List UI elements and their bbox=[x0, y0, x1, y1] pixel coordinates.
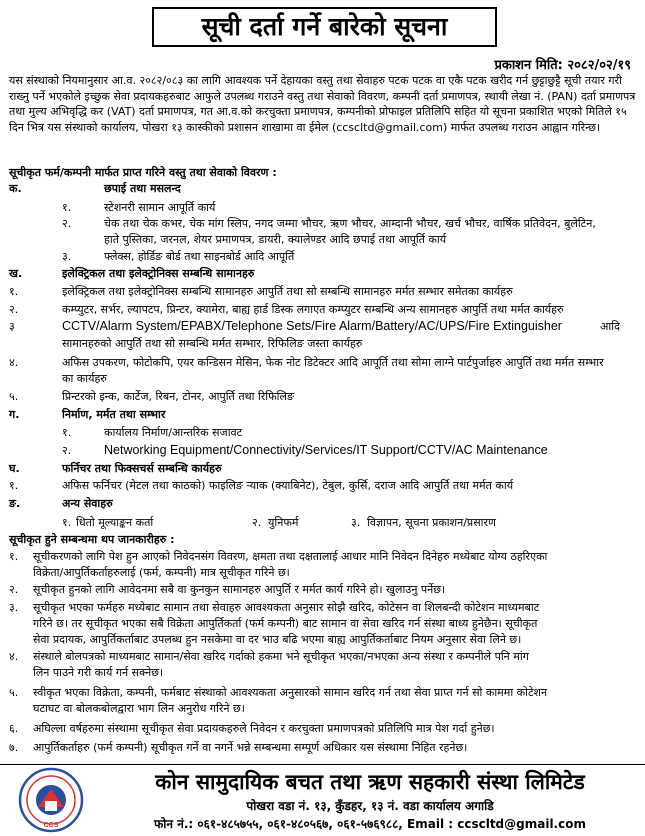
item-text: चेक तथा चेक कभर, चेक मांग स्लिप, नगद जम्मा भौचर, ऋण भौचर, आम्दानी भौचर, खर्च भौचर, वार्षिक प्रतिवेदन, बुलेटिन, bbox=[104, 217, 596, 230]
note-text-continued: विक्रेता/आपुर्तिकर्ताहरुलाई (फर्म, कम्पनी) मात्र सूचीकृत गरिने छ। bbox=[33, 566, 290, 579]
item-number: १. bbox=[62, 201, 72, 214]
note-text: सूचीकरणको लागि पेश हुन आएको निवेदनसंग विवरण, क्षमता तथा दक्षतालाई आधार मानि निवेदन दिनेहरु मध्येबाट योग्य ठहरिएका bbox=[33, 550, 548, 563]
item-text: कम्प्युटर, सर्भर, ल्यापटप, प्रिन्टर, क्यामेरा, बाह्य हार्ड डिस्क लगाएत कम्प्युटर सम्बन्धि अन्य सामानहरु आपुर्ति तथा मर्मत कार्यहरु bbox=[62, 303, 564, 316]
item-number: २. bbox=[252, 516, 262, 529]
note-number: ७. bbox=[9, 741, 19, 754]
group-label: ग. bbox=[9, 408, 20, 421]
organization-contact: फोन नं.: ०६१-४८५७५५, ०६१-४८०५६७, ०६१-५७६९८८, Email : ccscltd@gmail.com bbox=[154, 817, 586, 831]
note-number: १. bbox=[9, 550, 19, 563]
item-text-continued: सामानहरुको आपुर्ति तथा सो सम्बन्धि मर्मत सम्भार, रिफिलिङ जस्ता कार्यहरु bbox=[62, 337, 363, 350]
intro-paragraph: यस संस्थाको नियमानुसार आ.व. २०८२/०८३ का लागि आवश्यक पर्ने देहायका वस्तु तथा सेवाहरु पटक पटक वा एकै पटक खरीद गर्न छुट्टाछुट्टै सूची तयार गरी राख्नु पर्ने भएकोले इच्छुक सेवा प्रदायकहरुबाट आफुले उपलब्ध गराउने वस्तु तथा सेवाको विवरण, कम्पनी दर्ता प्रमाणपत्र, स्थायी लेखा नं. (PAN) दर्ता प्रमाणपत्र तथा मुल्य अभिवृद्धि कर (VAT) दर्ता प्रमाणपत्र, गत आ.व.को करचुक्ता प्रमाणपत्र, कम्पनीको प्रोफाइल प्रतिलिपि सहित यो सूचना प्रकाशित भएको मितिले १५ दिन भित्र यस संस्थाको कार्यालय, पोखरा १३ कास्कीको प्रशासन शाखामा वा ईमेल (ccscltd@gmail.com) मार्फत उपलब्ध गराउन आह्वान गरिन्छ। bbox=[9, 74, 636, 134]
note-text-continued: सेवा प्रदायक, आपुर्तिकर्ताबाट उपलब्ध हुन नसकेमा वा दर भाउ बढि भएमा बाह्य आपुर्तिकर्ताबाट नियम अनुसार सेवा लिने छ। bbox=[33, 633, 522, 646]
item-number: १. bbox=[9, 285, 19, 298]
organization-name: कोन सामुदायिक बचत तथा ऋण सहकारी संस्था लिमिटेड bbox=[155, 770, 585, 794]
item-text: अफिस उपकरण, फोटोकपि, एयर कन्डिसन मेसिन, फेक नोट डिटेक्टर आदि आपूर्ति तथा सोमा लाग्ने पार्टपुर्जाहरु आपुर्ति तथा मर्मत सम्भार bbox=[62, 356, 604, 369]
item-number: ३. bbox=[351, 516, 361, 529]
note-number: २. bbox=[9, 583, 19, 596]
organization-logo bbox=[18, 767, 84, 833]
group-label: घ. bbox=[9, 462, 20, 475]
item-text-continued: हाते पुस्तिका, जरनल, शेयर प्रमाणपत्र, डायरी, क्यालेण्डर आदि छपाई तथा आपूर्ति कार्य bbox=[104, 233, 447, 246]
group-label: ङ. bbox=[9, 497, 21, 510]
item-number: ३ bbox=[9, 320, 15, 333]
publish-date: प्रकाशन मिति: २०८२/०२/१९ bbox=[494, 58, 631, 73]
note-text: स्वीकृत भएका विक्रेता, कम्पनी, फर्मबाट संस्थाको आवश्यकता अनुसारको सामान खरिद गर्न तथा सेवा प्राप्त गर्न सो काममा कोटेशन bbox=[33, 686, 548, 699]
item-text: युनिफर्म bbox=[268, 516, 299, 529]
group-heading: छपाई तथा मसलन्द bbox=[104, 182, 181, 195]
item-text: प्रिन्टरको इन्क, कार्टेज, रिबन, टोनर, आपुर्ति तथा रिफिलिङ bbox=[62, 390, 294, 403]
item-text: CCTV/Alarm System/EPABX/Telephone Sets/Fire Alarm/Battery/AC/UPS/Fire Extinguisher bbox=[62, 319, 562, 333]
footer-divider bbox=[0, 764, 645, 765]
logo-text: CCS bbox=[43, 822, 59, 829]
item-text: अफिस फर्निचर (मेटल तथा काठको) फाइलिङ र्‍याक (क्याबिनेट), टेबुल, कुर्सि, दराज आदि आपुर्ति तथा मर्मत कार्य bbox=[62, 479, 514, 492]
item-text-continued: का कार्यहरु bbox=[62, 372, 107, 385]
item-number: २. bbox=[9, 303, 19, 316]
group-heading: अन्य सेवाहरु bbox=[62, 497, 113, 510]
item-text: इलेक्ट्रिकल तथा इलेक्ट्रोनिक्स सम्बन्धि सामानहरु आपुर्ति तथा सो सम्बन्धि सामानहरु मर्मत सम्भार समेतका कार्यहरु bbox=[62, 285, 513, 298]
item-text-suffix: आदि bbox=[600, 320, 620, 333]
item-text: कार्यालय निर्माण/आन्तरिक सजावट bbox=[104, 426, 243, 439]
item-number: ५. bbox=[9, 390, 19, 403]
item-number: ३. bbox=[62, 250, 72, 263]
title-box bbox=[152, 7, 497, 47]
item-number: २. bbox=[62, 217, 72, 230]
note-text: सूचीकृत हुनको लागि आवेदनमा सबै वा कुनकुन सामानहरु आपुर्ति र मर्मत कार्य गरिने हो। खुलाउनु पर्नेछ। bbox=[33, 583, 446, 596]
note-text: सूचीकृत भएका फर्महरु मध्येबाट सामान तथा सेवाहरु आवश्यकता अनुसार सोझै खरिद, कोटेसन वा शिलबन्दी कोटेशन माध्यमबाट bbox=[33, 601, 540, 614]
note-number: ४. bbox=[9, 650, 19, 663]
note-number: ३. bbox=[9, 601, 19, 614]
group-label: क. bbox=[9, 182, 22, 195]
note-number: ६. bbox=[9, 722, 19, 735]
note-text: संस्थाले बोलपत्रको माध्यमबाट सामान/सेवा खरिद गर्दाको हकमा भने सूचीकृत भएका/नभएका अन्य संस्था र कम्पनीले पनि मांग bbox=[33, 650, 529, 663]
item-text: धितो मूल्याङ्कन कर्ता bbox=[76, 516, 154, 529]
item-number: १. bbox=[62, 516, 72, 529]
note-text-continued: लिन पाउने गरी कार्य गर्न सक्नेछ। bbox=[33, 666, 164, 679]
notice-title: सूची दर्ता गर्ने बारेको सूचना bbox=[201, 12, 448, 41]
organization-address: पोखरा वडा नं. १३, कुँडहर, १३ नं. वडा कार्यालय अगाडि bbox=[246, 799, 494, 813]
item-number: ४. bbox=[9, 356, 19, 369]
note-text: अघिल्ला वर्षहरुमा संस्थामा सूचीकृत सेवा प्रदायकहरुले निवेदन र करचुक्ता प्रमाणपत्रको प्रतिलिपि मात्र पेश गर्दा हुनेछ। bbox=[33, 722, 495, 735]
item-number: १. bbox=[62, 426, 72, 439]
item-text: विज्ञापन, सूचना प्रकाशन/प्रसारण bbox=[367, 516, 496, 529]
group-heading: इलेक्ट्रिकल तथा इलेक्ट्रोनिक्स सम्बन्धि सामानहरु bbox=[62, 267, 255, 280]
group-heading: निर्माण, मर्मत तथा सम्भार bbox=[62, 408, 166, 421]
note-text-continued: घटाघट वा बोलकबोलद्वारा भाग लिन अनुरोध गरिने छ। bbox=[33, 702, 245, 715]
note-text-continued: गरिने छ। तर सूचीकृत भएका सबै विक्रेता आपुर्तिकर्ता (फर्म कम्पनी) बाट सामान वा सेवा खरिद गर्न संस्था बाध्य हुनेछैन। सूचीकृत bbox=[33, 617, 538, 630]
group-label: ख. bbox=[9, 267, 23, 280]
group-heading: फर्निचर तथा फिक्सचर्स सम्बन्धि कार्यहरु bbox=[62, 462, 222, 475]
item-text: फ्लेक्स, होर्डिङ बोर्ड तथा साइनबोर्ड आदि आपूर्ति bbox=[104, 250, 295, 263]
note-text: आपुर्तिकर्ताहरु (फर्म कम्पनी) सूचीकृत गर्ने वा नगर्ने भन्ने सम्बन्धमा सम्पूर्ण अधिकार यस संस्थामा निहित रहनेछ। bbox=[33, 741, 468, 754]
note-number: ५. bbox=[9, 686, 19, 699]
section-additional-info-heading: सूचीकृत हुने सम्बन्धमा थप जानकारीहरु : bbox=[9, 533, 175, 546]
section-goods-services-heading: सूचीकृत फर्म/कम्पनी मार्फत प्राप्त गरिने वस्तु तथा सेवाको विवरण : bbox=[9, 166, 277, 179]
item-text: स्टेशनरी सामान आपूर्ति कार्य bbox=[104, 201, 216, 214]
item-text: Networking Equipment/Connectivity/Services/IT Support/CCTV/AC Maintenance bbox=[104, 443, 548, 457]
item-number: २. bbox=[62, 444, 72, 457]
item-number: १. bbox=[9, 479, 19, 492]
